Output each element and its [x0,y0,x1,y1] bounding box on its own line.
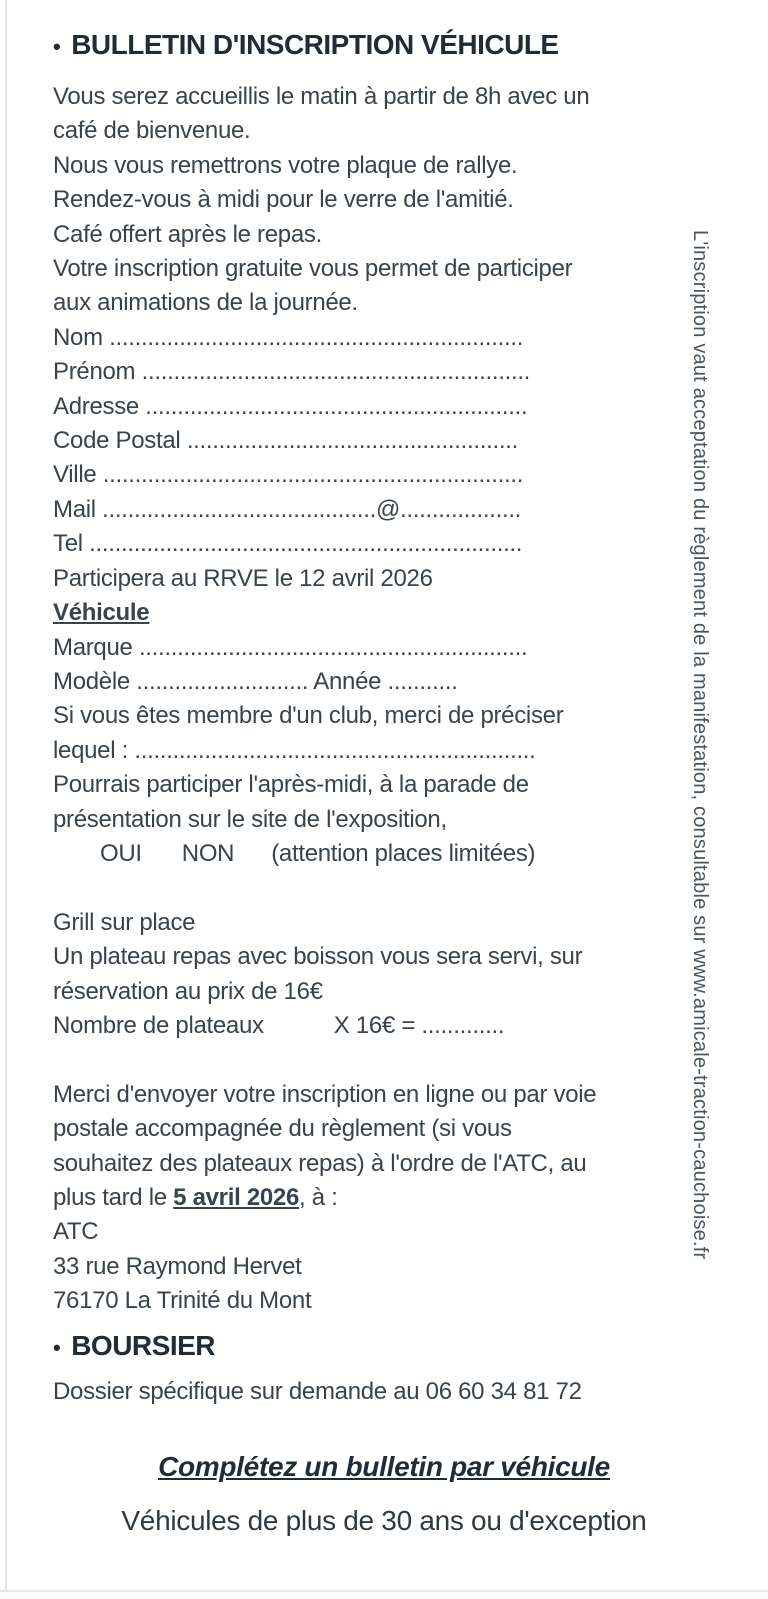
field-ville: Ville .................................................................. [53,461,524,489]
address-line: 33 rue Raymond Hervet [53,1252,302,1280]
intro-line: Vous serez accueillis le matin à partir de 8h avec un [53,83,590,110]
intro-line: Café offert après le repas. [53,220,322,248]
form-content [53,26,715,1539]
page-left-edge [5,0,7,1599]
section-title-label: BULLETIN D'INSCRIPTION VÉHICULE [71,29,559,60]
plateaux-formula: X 16€ = ............. [333,1011,505,1039]
deadline-date: 5 avril 2026 [173,1183,300,1211]
address-line: ATC [53,1218,99,1246]
footer-subtitle: Véhicules de plus de 30 ans ou d'exception [121,1505,647,1536]
mailing-line: postale accompagnée du règlement (si vous [53,1115,512,1143]
parade-line: présentation sur le site de l'exposition, [53,805,447,833]
plateaux-line [53,1009,715,1043]
page-below-edge [0,1592,768,1599]
footer-emphasis: Complétez un bulletin par véhicule [158,1451,610,1482]
options-note: (attention places limitées) [271,839,536,867]
option-non: NON [181,839,235,867]
grill-line: Un plateau repas avec boisson vous sera servi, sur [53,943,583,971]
field-mail: Mail ...........................................@................... [53,495,522,523]
field-tel: Tel .................................................................... [53,530,523,558]
field-modele-annee: Modèle ........................... Année ........... [53,667,458,695]
boursier-title-label: BOURSIER [71,1329,215,1361]
deadline-line [53,1181,715,1215]
field-prenom: Prénom ............................................................. [53,358,531,386]
club-question-line: Si vous êtes membre d'un club, merci de préciser [53,702,564,730]
grill-title: Grill sur place [53,908,196,936]
mailing-line: souhaitez des plateaux repas) à l'ordre de l'ATC, au [53,1149,587,1177]
field-marque: Marque ............................................................. [53,633,528,661]
side-note-vertical-text: L'inscription vaut acceptation du règlement de la manifestation, consultable sur www.amicale-traction-cauchoise.fr [689,230,711,1260]
section-title-vehicule [53,26,715,66]
intro-line: aux animations de la journée. [53,289,358,317]
field-adresse: Adresse ............................................................ [53,392,528,420]
address-line: 76170 La Trinité du Mont [53,1287,312,1315]
vehicle-heading [53,596,715,630]
intro-line: Nous vous remettrons votre plaque de rallye. [53,151,518,179]
grill-line: réservation au prix de 16€ [53,977,323,1005]
vehicle-heading-label: Véhicule [53,599,150,627]
field-nom: Nom ................................................................. [53,323,524,351]
parade-options-line [53,837,715,871]
bullet-icon: • [53,1334,61,1360]
section-title-boursier [53,1327,715,1367]
deadline-suffix: , à : [299,1183,338,1211]
mailing-line: Merci d'envoyer votre inscription en ligne ou par voie [53,1080,597,1108]
participation-line: Participera au RRVE le 12 avril 2026 [53,564,433,592]
intro-line: café de bienvenue. [53,117,251,145]
plateaux-label: Nombre de plateaux [53,1011,264,1039]
option-oui: OUI [100,839,142,867]
boursier-detail: Dossier spécifique sur demande au 06 60 34 81 72 [53,1377,582,1405]
field-code-postal: Code Postal .................................................... [53,427,518,455]
field-club: lequel : ............................................................... [53,736,536,764]
intro-line: Rendez-vous à midi pour le verre de l'amitié. [53,186,514,214]
intro-line: Votre inscription gratuite vous permet de participer [53,255,573,283]
bullet-icon: • [53,34,61,59]
parade-line: Pourrais participer l'après-midi, à la parade de [53,771,529,799]
deadline-prefix: plus tard le [53,1183,174,1211]
